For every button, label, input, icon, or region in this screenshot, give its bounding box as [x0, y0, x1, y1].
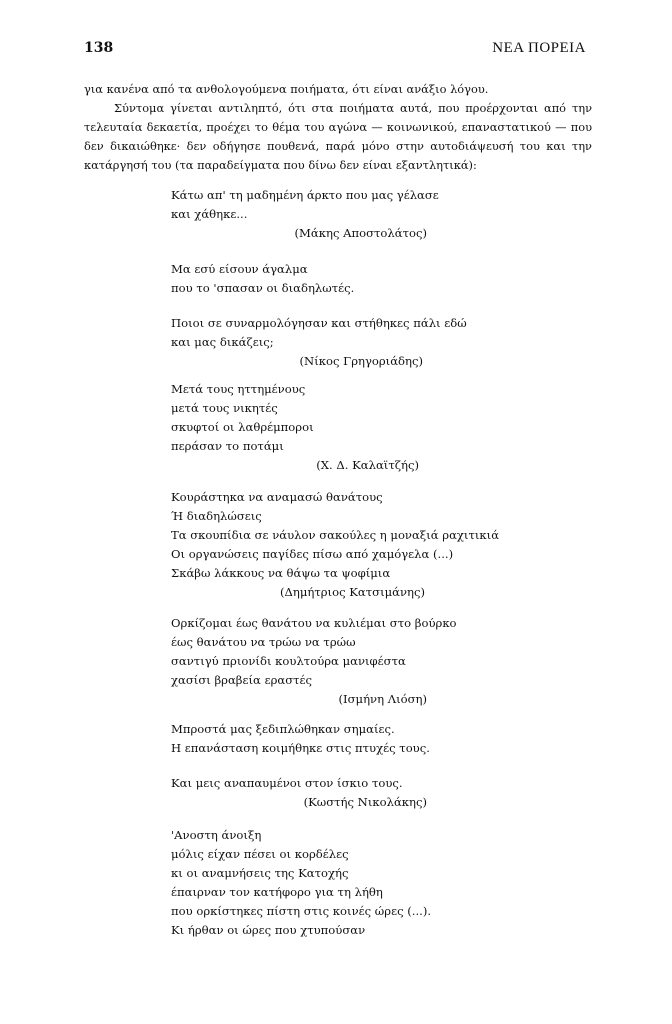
poem-line: και μας δικάζεις;: [171, 335, 274, 349]
poem-line: Τα σκουπίδια σε νάυλον σακούλες η μοναξιά ραχιτικιά: [171, 528, 500, 542]
poem-excerpt: [171, 720, 491, 758]
poem-excerpt: [171, 186, 491, 243]
poem-line: κι οι αναμνήσεις της Κατοχής: [171, 866, 349, 880]
poem-author: (Δημήτριος Κατσιμάνης): [280, 585, 425, 599]
poem-line: και χάθηκε...: [171, 207, 248, 221]
poem-line: Κι ήρθαν οι ώρες που χτυπούσαν: [171, 923, 366, 937]
page-number: 138: [84, 40, 114, 56]
poem-line: μετά τους νικητές: [171, 401, 278, 415]
poem-author: (Μάκης Αποστολάτος): [294, 226, 427, 240]
poem-line: Και μεις αναπαυμένοι στον ίσκιο τους.: [171, 776, 403, 790]
poem-author: (Κωστής Νικολάκης): [303, 795, 427, 809]
poem-excerpt: [171, 488, 500, 602]
intro-paragraph-1: για κανένα από τα ανθολογούμενα ποιήματα, ότι είναι ανάξιο λόγου.: [84, 82, 489, 96]
running-head-title: ΝΕΑ ΠΟΡΕΙΑ: [492, 40, 586, 56]
poem-line: Κάτω απ' τη μαδημένη άρκτο που μας γέλασε: [171, 188, 439, 202]
poem-line: Ποιοι σε συναρμολόγησαν και στήθηκες πάλι εδώ: [171, 316, 467, 330]
poem-line: Μα εσύ είσουν άγαλμα: [171, 262, 308, 276]
poem-line: σαντιγύ πριονίδι κουλτούρα μανιφέστα: [171, 654, 406, 668]
poem-line: σκυφτοί οι λαθρέμποροι: [171, 420, 314, 434]
poem-author: (Νίκος Γρηγοριάδης): [299, 354, 423, 368]
poem-line: Κουράστηκα να αναμασώ θανάτους: [171, 490, 383, 504]
poem-line: 'Ανοστη άνοιξη: [171, 828, 262, 842]
poem-excerpt: [171, 614, 491, 709]
page-header: [84, 40, 586, 62]
poem-line: Ορκίζομαι έως θανάτου να κυλιέμαι στο βούρκο: [171, 616, 457, 630]
poem-excerpt: [171, 826, 491, 940]
poem-line: έως θανάτου να τρώω να τρώω: [171, 635, 356, 649]
poem-line: Μετά τους ηττημένους: [171, 382, 306, 396]
poem-line: χασίσι βραβεία εραστές: [171, 673, 313, 687]
poem-line: Μπροστά μας ξεδιπλώθηκαν σημαίες.: [171, 722, 395, 736]
poem-excerpt: [171, 380, 491, 475]
poem-line: Σκάβω λάκκους να θάψω τα ψοφίμια: [171, 566, 391, 580]
poem-line: Ή διαδηλώσεις: [171, 509, 262, 523]
poem-line: Η επανάσταση κοιμήθηκε στις πτυχές τους.: [171, 741, 430, 755]
poem-line: που ορκίστηκες πίστη στις κοινές ώρες (...).: [171, 904, 432, 918]
intro-paragraph-2: Σύντομα γίνεται αντιληπτό, ότι στα ποιήματα αυτά, που προέρχονται από την τελευταία δεκαετία, προέχει το θέμα του αγώνα — κοινωνικού, επαναστατικού — που δεν δικαιώθηκε· δεν οδήγησε πουθενά, παρά μόνο στην αυτοδιάψευσή του και την κατάργησή του (τα παραδείγματα που δίνω δεν είναι εξαντλητικά):: [84, 101, 592, 172]
poem-line: που το 'σπασαν οι διαδηλωτές.: [171, 281, 355, 295]
poem-line: περάσαν το ποτάμι: [171, 439, 284, 453]
poem-excerpt: [171, 774, 491, 812]
poem-line: έπαιρναν τον κατήφορο για τη λήθη: [171, 885, 383, 899]
poem-line: μόλις είχαν πέσει οι κορδέλες: [171, 847, 349, 861]
intro-text: [84, 80, 592, 175]
poem-author: (Χ. Δ. Καλαϊτζής): [316, 458, 419, 472]
poem-excerpt: [171, 314, 491, 371]
poem-author: (Ισμήνη Λιόση): [338, 692, 427, 706]
poem-line: Οι οργανώσεις παγίδες πίσω από χαμόγελα (...): [171, 547, 454, 561]
poem-excerpt: [171, 260, 491, 298]
